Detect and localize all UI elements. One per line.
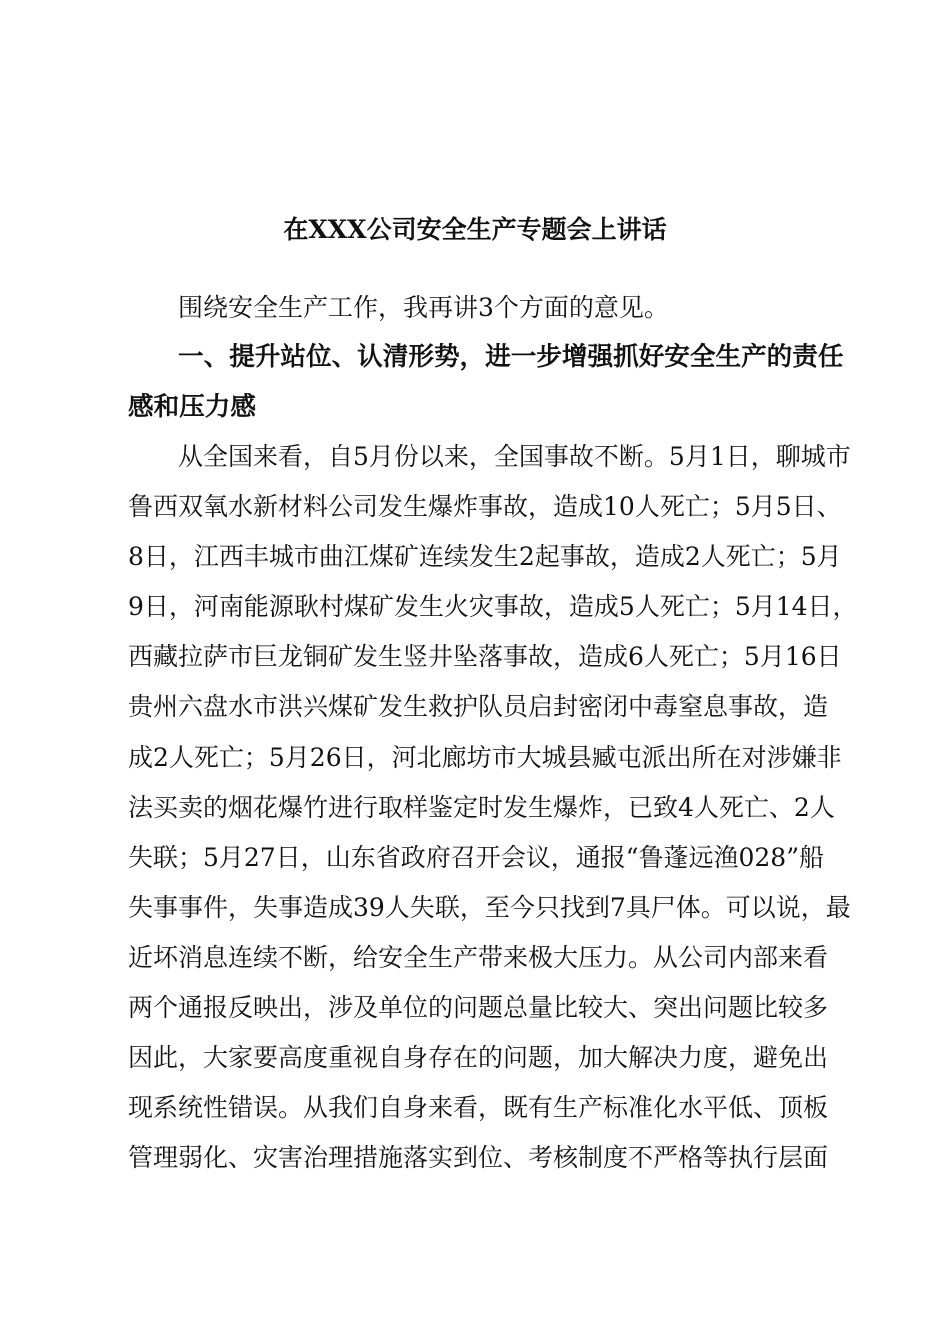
- body-line: 鲁西双氧水新材料公司发生爆炸事故，造成10人死亡；5月5日、: [128, 492, 842, 522]
- body-line: 成2人死亡；5月26日，河北廊坊市大城县臧屯派出所在对涉嫌非: [128, 742, 842, 772]
- body-line: 现系统性错误。从我们自身来看，既有生产标准化水平低、顶板: [128, 1093, 829, 1123]
- body-paragraph: [128, 432, 858, 1183]
- heading-line: 一、提升站位、认清形势，进一步增强抓好安全生产的责任: [178, 342, 844, 372]
- body-line: 9日，河南能源耿村煤矿发生火灾事故，造成5人死亡；5月14日，: [128, 592, 858, 622]
- body-line: 近坏消息连续不断，给安全生产带来极大压力。从公司内部来看: [128, 942, 829, 972]
- body-line: 失事事件，失事造成39人失联，至今只找到7具尸体。可以说，最: [128, 892, 851, 922]
- body-line: 西藏拉萨市巨龙铜矿发生竖井坠落事故，造成6人死亡；5月16日: [128, 642, 842, 672]
- document-title: 在XXX公司安全生产专题会上讲话: [283, 215, 667, 244]
- body-line: 失联；5月27日，山东省政府召开会议，通报“鲁蓬远渔028”船: [128, 842, 824, 872]
- body-line: 贵州六盘水市洪兴煤矿发生救护队员启封密闭中毒窒息事故，造: [128, 692, 829, 722]
- body-line: 8日，江西丰城市曲江煤矿连续发生2起事故，造成2人死亡；5月: [128, 542, 842, 572]
- intro-text: 围绕安全生产工作，我再讲3个方面的意见。: [178, 293, 669, 322]
- intro-paragraph: [128, 282, 858, 333]
- body-line: 管理弱化、灾害治理措施落实到位、考核制度不严格等执行层面: [128, 1143, 829, 1173]
- heading-line: 感和压力感: [128, 392, 256, 422]
- body-line: 法买卖的烟花爆竹进行取样鉴定时发生爆炸，已致4人死亡、2人: [128, 792, 835, 822]
- section-heading-1: [128, 332, 858, 432]
- body-line: 两个通报反映出，涉及单位的问题总量比较大、突出问题比较多: [128, 993, 829, 1023]
- body-line: 因此，大家要高度重视自身存在的问题，加大解决力度，避免出: [128, 1043, 829, 1073]
- body-line: 从全国来看，自5月份以来，全国事故不断。5月1日，聊城市: [178, 442, 851, 471]
